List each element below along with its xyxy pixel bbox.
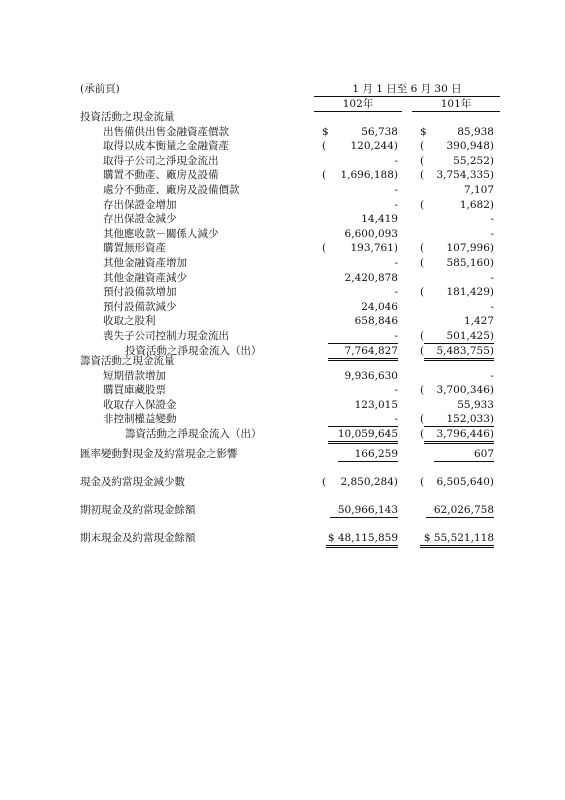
dollar-sign: $ — [420, 125, 427, 138]
paren-open: ( — [420, 286, 425, 299]
value-current: - — [394, 384, 398, 397]
paren-open: ( — [420, 476, 425, 488]
row-label: 收取存入保證金 — [103, 398, 177, 411]
value-prior: 1,682) — [459, 198, 494, 211]
value-prior: 3,754,335) — [436, 169, 494, 182]
row-label: 收取之股利 — [103, 315, 156, 328]
value-prior: - — [490, 369, 494, 382]
value-prior: 152,033) — [424, 412, 494, 427]
paren-open: ( — [420, 344, 425, 357]
value-prior: 55,252) — [453, 154, 494, 167]
value-current: - — [394, 184, 398, 196]
continued-note: (承前頁) — [80, 83, 120, 95]
paren-open: ( — [420, 413, 425, 426]
paren-open: ( — [420, 169, 425, 182]
row-label: 籌資活動之淨現金流入（出） — [125, 428, 262, 440]
paren-open: ( — [420, 154, 425, 167]
value-current: 10,059,645 — [328, 427, 398, 444]
value-prior: 6,505,640) — [436, 476, 494, 488]
paren-open: ( — [420, 198, 425, 211]
value-prior: 501,425) — [424, 329, 494, 344]
row-label: 短期借款增加 — [103, 369, 166, 382]
value-prior: 607 — [434, 447, 494, 462]
value-prior: 585,160) — [446, 257, 494, 269]
row-label: 其他應收款－關係人減少 — [103, 227, 219, 240]
value-prior: 1,427 — [463, 315, 494, 328]
period-header: 1 月 1 日至 6 月 30 日 — [352, 83, 462, 95]
value-current: 123,015 — [354, 398, 398, 411]
col-header-current: 102年 — [314, 97, 402, 112]
section-title-investing: 投資活動之現金流量 — [80, 111, 175, 123]
row-label: 非控制權益變動 — [103, 413, 177, 426]
value-current: 24,046 — [361, 300, 398, 313]
value-prior: - — [490, 271, 494, 284]
row-label: 匯率變動對現金及約當現金之影響 — [80, 448, 238, 460]
paren-open: ( — [322, 476, 327, 488]
row-label: 喪失子公司控制力現金流出 — [103, 330, 229, 342]
value-prior: 181,429) — [446, 286, 494, 299]
value-current: - — [328, 329, 398, 344]
row-label: 其他金融資產減少 — [103, 271, 187, 284]
value-prior: 3,796,446) — [424, 427, 494, 444]
value-current: - — [394, 154, 398, 167]
value-prior: $ 55,521,118 — [420, 531, 494, 548]
value-prior: 55,933 — [457, 398, 494, 411]
value-current: 1,696,188) — [340, 169, 398, 182]
row-label: 購買庫藏股票 — [103, 384, 166, 397]
row-label: 存出保證金減少 — [103, 213, 177, 226]
value-prior: 107,996) — [446, 242, 494, 255]
row-label: 期末現金及約當現金餘額 — [80, 532, 196, 544]
dollar-sign: $ — [322, 125, 329, 138]
paren-open: ( — [420, 257, 425, 269]
paren-open: ( — [420, 428, 425, 440]
paren-open: ( — [322, 169, 327, 182]
row-label: 投資活動之淨現金流入（出） — [125, 344, 262, 357]
paren-open: ( — [420, 384, 425, 397]
value-current: 166,259 — [338, 447, 398, 462]
value-prior: 5,483,755) — [424, 344, 494, 361]
value-current: 120,244) — [350, 140, 398, 153]
row-label: 取得以成本衡量之金融資產 — [103, 140, 229, 153]
value-current: $ 48,115,859 — [326, 531, 398, 548]
value-prior: 62,026,758 — [426, 503, 494, 518]
row-label: 購置不動產、廠房及設備 — [103, 169, 219, 182]
value-prior: 85,938 — [457, 125, 494, 138]
row-label: 購置無形資產 — [103, 242, 166, 255]
value-current: 56,738 — [361, 125, 398, 138]
value-current: 50,966,143 — [330, 503, 398, 518]
value-current: 2,850,284) — [340, 476, 398, 488]
paren-open: ( — [322, 242, 327, 255]
row-label: 出售備供出售金融資產價款 — [103, 125, 229, 138]
value-prior: 7,107 — [463, 184, 494, 196]
value-current: - — [394, 257, 398, 269]
value-current: 9,936,630 — [344, 369, 398, 382]
row-label: 其他金融資產增加 — [103, 257, 187, 269]
value-prior: 3,700,346) — [436, 384, 494, 397]
row-label: 現金及約當現金減少數 — [80, 476, 185, 488]
value-prior: - — [490, 227, 494, 240]
value-current: 7,764,827 — [328, 344, 398, 361]
value-current: 14,419 — [361, 213, 398, 226]
paren-open: ( — [420, 242, 425, 255]
paren-open: ( — [420, 140, 425, 153]
row-label: 預付設備款增加 — [103, 286, 177, 299]
value-prior: - — [490, 300, 494, 313]
value-current: 2,420,878 — [344, 271, 398, 284]
paren-open: ( — [420, 330, 425, 342]
value-prior: - — [490, 213, 494, 226]
value-current: 6,600,093 — [344, 227, 398, 240]
row-label: 存出保證金增加 — [103, 198, 177, 211]
col-header-prior: 101年 — [412, 97, 500, 112]
row-label: 處分不動產、廠房及設備價款 — [103, 184, 240, 196]
value-current: - — [394, 198, 398, 211]
row-label: 預付設備款減少 — [103, 300, 177, 313]
value-current: - — [394, 286, 398, 299]
section-title-financing: 籌資活動之現金流量 — [80, 355, 175, 367]
value-current: 193,761) — [350, 242, 398, 255]
row-label: 取得子公司之淨現金流出 — [103, 154, 219, 167]
value-prior: 390,948) — [446, 140, 494, 153]
value-current: 658,846 — [354, 315, 398, 328]
paren-open: ( — [322, 140, 327, 153]
row-label: 期初現金及約當現金餘額 — [80, 504, 196, 516]
value-current: - — [328, 412, 398, 427]
